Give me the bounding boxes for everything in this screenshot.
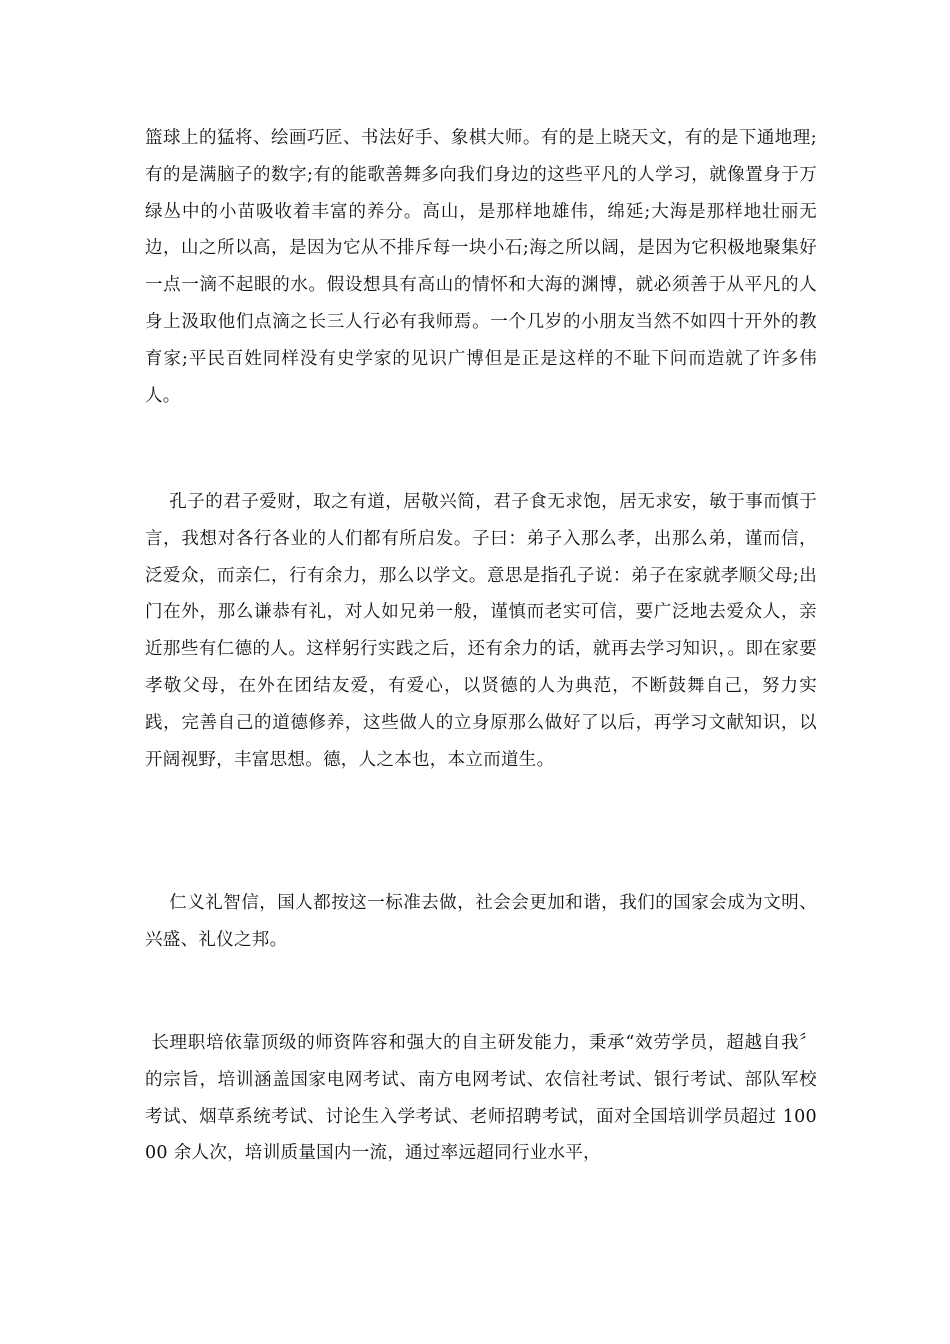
paragraph-virtues: 仁义礼智信，国人都按这一标准去做，社会会更加和谐，我们的国家会成为文明、兴盛、礼仪之邦。: [145, 893, 818, 950]
paragraph-role-models: 篮球上的猛将、绘画巧匠、书法好手、象棋大师。有的是上晓天文，有的是下通地理;有的是满脑子的数字;有的能歌善舞多向我们身边的这些平凡的人学习，就像置身于万绿丛中的小苗吸收着丰富的养分。高山，是那样地雄伟，绵延;大海是那样地壮丽无边，山之所以高，是因为它从不排斥每一块小石;海之所以阔，是因为它积极地聚集好一点一滴不起眼的水。假设想具有高山的情怀和大海的渊博，就必须善于从平凡的人身上汲取他们点滴之长三人行必有我师焉。一个几岁的小朋友当然不如四十开外的教育家;平民百姓同样没有史学家的见识广博但是正是这样的不耻下问而造就了许多伟人。: [145, 128, 817, 406]
paragraph-training-ad: 长理职培依靠顶级的师资阵容和强大的自主研发能力，秉承“效劳学员，超越自我〞的宗旨，培训涵盖国家电网考试、南方电网考试、农信社考试、银行考试、部队军校考试、烟草系统考试、讨论生入学考试、老师招聘考试，面对全国培训学员超过 10000 余人次，培训质量国内一流，通过率远超同行业水平，: [145, 1033, 817, 1164]
paragraph-confucius: 孔子的君子爱财，取之有道，居敬兴简，君子食无求饱，居无求安，敏于事而慎于言，我想对各行各业的人们都有所启发。子曰：弟子入那么孝，出那么弟，谨而信，泛爱众，而亲仁，行有余力，那么以学文。意思是指孔子说：弟子在家就孝顺父母;出门在外，那么谦恭有礼，对人如兄弟一般，谨慎而老实可信，要广泛地去爱众人，亲近那些有仁德的人。这样躬行实践之后，还有余力的话，就再去学习知识，。即在家要孝敬父母，在外在团结友爱，有爱心，以贤德的人为典范，不断鼓舞自己，努力实践，完善自己的道德修养，这些做人的立身原那么做好了以后，再学习文献知识，以开阔视野，丰富思想。德，人之本也，本立而道生。: [145, 492, 818, 770]
